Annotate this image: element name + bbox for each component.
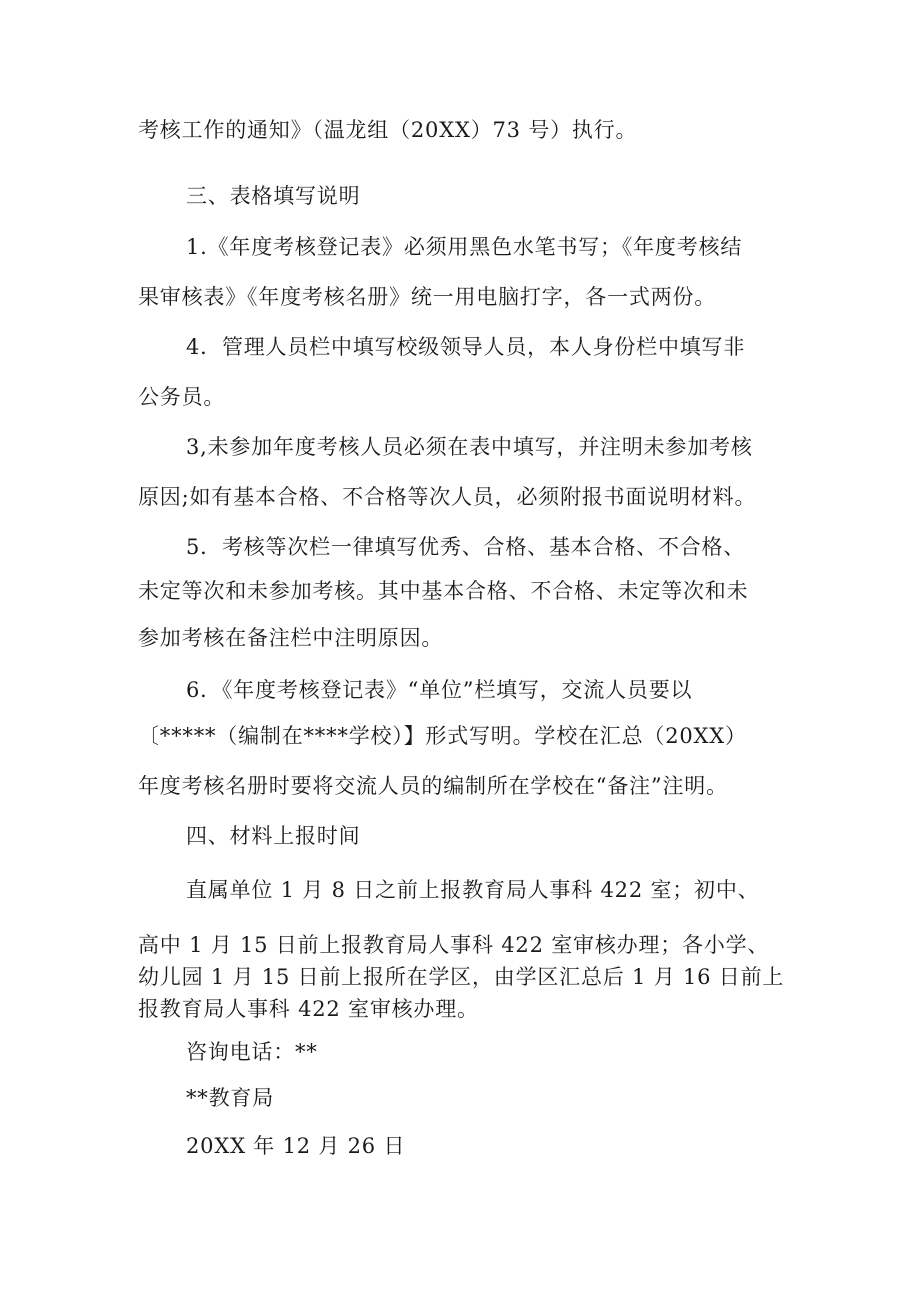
contact-phone: 咨询电话：** <box>186 1040 318 1064</box>
text-line: 年度考核名册时要将交流人员的编制所在学校在“备注”注明。 <box>138 774 728 798</box>
text-line: 幼儿园 1 月 15 日前上报所在学区，由学区汇总后 1 月 16 日前上 <box>138 965 785 989</box>
text-line: 3,未参加年度考核人员必须在表中填写，并注明未参加考核 <box>186 435 753 459</box>
text-line: 直属单位 1 月 8 日之前上报教育局人事科 422 室；初中、 <box>186 878 760 902</box>
text-line: 参加考核在备注栏中注明原因。 <box>138 626 444 650</box>
section-heading: 四、材料上报时间 <box>186 824 361 848</box>
text-line: 5．考核等次栏一律填写优秀、合格、基本合格、不合格、 <box>186 535 746 559</box>
text-line: 6．《年度考核登记表》“单位”栏填写，交流人员要以 <box>186 678 693 702</box>
text-line: 未定等次和未参加考核。其中基本合格、不合格、未定等次和未 <box>138 579 749 603</box>
issue-date: 20XX 年 12 月 26 日 <box>186 1134 406 1158</box>
text-line: 1.《年度考核登记表》必须用黑色水笔书写；《年度考核结 <box>186 235 743 259</box>
text-line: 高中 1 月 15 日前上报教育局人事科 422 室审核办理；各小学、 <box>138 933 770 957</box>
issuer-name: **教育局 <box>186 1086 274 1110</box>
text-line: 4．管理人员栏中填写校级领导人员，本人身份栏中填写非 <box>186 335 746 359</box>
text-line: 果审核表》《年度考核名册》统一用电脑打字，各一式两份。 <box>138 285 717 309</box>
text-line: 原因;如有基本合格、不合格等次人员，必须附报书面说明材料。 <box>138 485 757 509</box>
text-line: 报教育局人事科 422 室审核办理。 <box>138 997 479 1021</box>
text-line: 公务员。 <box>138 385 226 409</box>
section-heading: 三、表格填写说明 <box>186 184 361 208</box>
text-line: 考核工作的通知》（温龙组（20XX）73 号）执行。 <box>138 118 638 142</box>
text-line: 〔*****（编制在****学校）】形式写明。学校在汇总（20XX） <box>138 724 747 748</box>
